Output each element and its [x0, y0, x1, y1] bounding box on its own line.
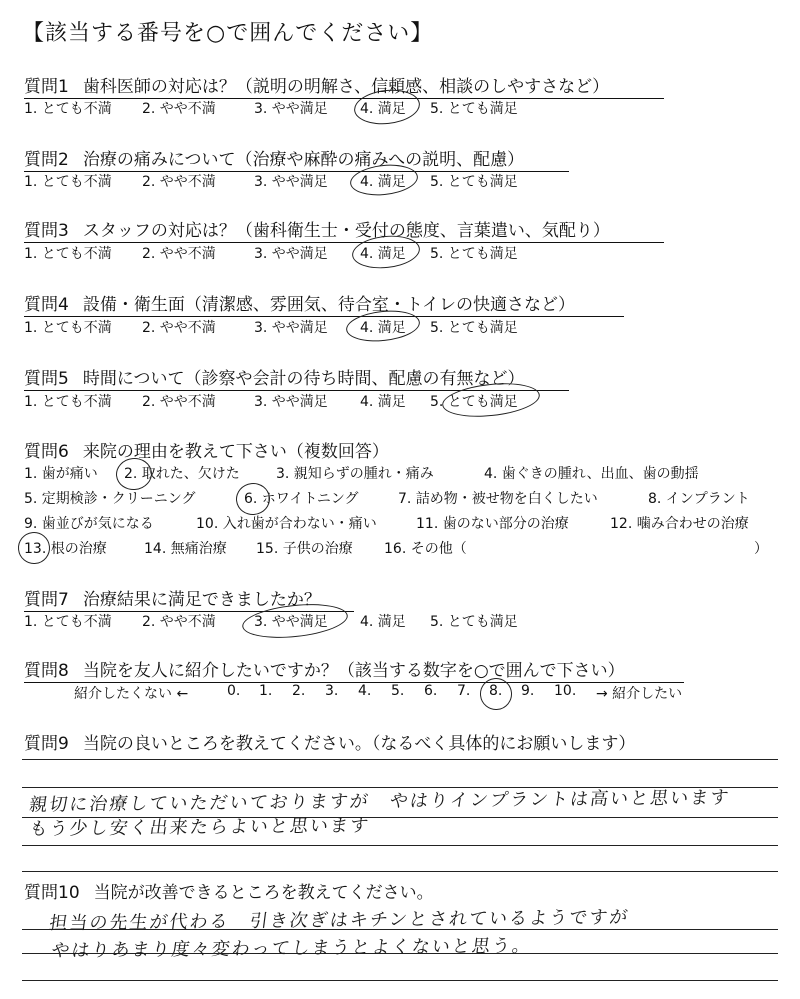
option-5[interactable]: 5. とても満足	[430, 246, 518, 262]
option-3[interactable]: 3. やや満足	[254, 101, 328, 117]
option-4[interactable]: 4. 満足	[360, 174, 406, 190]
option-12[interactable]: 12. 噛み合わせの治療	[610, 516, 749, 532]
answer-line	[22, 980, 778, 981]
question-6-number: 質問6	[24, 442, 69, 462]
option-1[interactable]: 1. とても不満	[24, 614, 112, 630]
question-6-row-3	[24, 513, 780, 533]
other-close-paren: ）	[754, 541, 768, 557]
option-10[interactable]: 10. 入れ歯が合わない・痛い	[196, 516, 377, 532]
option-5[interactable]: 5. とても満足	[430, 614, 518, 630]
scale-6[interactable]: 6.	[424, 683, 438, 699]
scale-0[interactable]: 0.	[227, 683, 241, 699]
question-3-number: 質問3	[24, 221, 69, 241]
question-4-text: 設備・衛生面（清潔感、雰囲気、待合室・トイレの快適さなど）	[82, 295, 575, 315]
question-4	[24, 290, 624, 317]
option-4[interactable]: 4. 満足	[360, 394, 406, 410]
question-7-text: 治療結果に満足できましたか？	[82, 590, 321, 610]
handwritten-answer-9-line-2[interactable]: もう少し安く出来たらよいと思います	[28, 815, 372, 840]
scale-10[interactable]: 10.	[554, 683, 577, 699]
option-14[interactable]: 14. 無痛治療	[144, 541, 227, 557]
handwritten-answer-10-line-1[interactable]: 担当の先生が代わる 引き次ぎはキチンとされているようですが	[48, 906, 631, 935]
option-1[interactable]: 1. とても不満	[24, 246, 112, 262]
option-2[interactable]: 2. やや不満	[142, 320, 216, 336]
option-1[interactable]: 1. 歯が痛い	[24, 466, 98, 482]
option-1[interactable]: 1. とても不満	[24, 174, 112, 190]
option-16[interactable]: 16. その他（	[384, 541, 467, 557]
scale-3[interactable]: 3.	[325, 683, 339, 699]
question-1	[24, 72, 664, 99]
question-9-number: 質問9	[24, 734, 69, 754]
option-1[interactable]: 1. とても不満	[24, 320, 112, 336]
question-8-text: 当院を友人に紹介したいですか？（該当する数字を○で囲んで下さい）	[82, 661, 625, 681]
question-6-row-2	[24, 488, 780, 508]
selection-circle	[16, 530, 51, 565]
question-2-options	[24, 171, 584, 191]
question-7-options	[24, 611, 584, 631]
option-1[interactable]: 1. とても不満	[24, 394, 112, 410]
option-4[interactable]: 4. 満足	[360, 101, 406, 117]
handwritten-answer-10-line-2[interactable]: やはりあまり度々変わってしまうとよくないと思う。	[50, 935, 534, 962]
scale-5[interactable]: 5.	[391, 683, 405, 699]
question-2-number: 質問2	[24, 150, 69, 170]
answer-line	[22, 871, 778, 872]
option-4[interactable]: 4. 歯ぐきの腫れ、出血、歯の動揺	[484, 466, 699, 482]
scale-8[interactable]: 8.	[489, 683, 503, 699]
option-2[interactable]: 2. やや不満	[142, 101, 216, 117]
question-8	[24, 656, 684, 683]
question-8-scale	[0, 683, 800, 703]
option-5[interactable]: 5. とても満足	[430, 394, 518, 410]
option-9[interactable]: 9. 歯並びが気になる	[24, 516, 154, 532]
question-10-number: 質問10	[24, 883, 80, 903]
option-5[interactable]: 5. とても満足	[430, 174, 518, 190]
option-5[interactable]: 5. とても満足	[430, 101, 518, 117]
question-9-text: 当院の良いところを教えてください。（なるべく具体的にお願いします）	[82, 734, 636, 754]
option-4[interactable]: 4. 満足	[360, 320, 406, 336]
answer-line	[22, 759, 778, 760]
question-10	[24, 878, 434, 904]
answer-line	[22, 845, 778, 846]
option-2[interactable]: 2. やや不満	[142, 246, 216, 262]
question-4-options	[24, 317, 584, 337]
question-5-options	[24, 391, 584, 411]
page-title: 【該当する番号を○で囲んでください】	[22, 21, 434, 46]
question-8-number: 質問8	[24, 661, 69, 681]
scale-left-label: 紹介したくない ←	[74, 686, 189, 702]
handwritten-answer-9-line-1[interactable]: 親切に治療していただいておりますが やはりインプラントは高いと思います	[27, 787, 732, 816]
question-3	[24, 216, 664, 243]
scale-9[interactable]: 9.	[521, 683, 535, 699]
option-3[interactable]: 3. やや満足	[254, 614, 328, 630]
question-1-number: 質問1	[24, 77, 69, 97]
option-5[interactable]: 5. 定期検診・クリーニング	[24, 491, 196, 507]
option-6[interactable]: 6. ホワイトニング	[244, 491, 359, 507]
question-6-text: 来院の理由を教えて下さい（複数回答）	[82, 442, 389, 462]
scale-right-label: → 紹介したい	[596, 686, 683, 702]
scale-7[interactable]: 7.	[457, 683, 471, 699]
question-1-options	[24, 98, 584, 118]
question-10-text: 当院が改善できるところを教えてください。	[93, 883, 434, 903]
question-5-number: 質問5	[24, 369, 69, 389]
option-2[interactable]: 2. やや不満	[142, 394, 216, 410]
option-5[interactable]: 5. とても満足	[430, 320, 518, 336]
option-13[interactable]: 13. 根の治療	[24, 541, 107, 557]
scale-1[interactable]: 1.	[259, 683, 273, 699]
option-7[interactable]: 7. 詰め物・被せ物を白くしたい	[398, 491, 598, 507]
option-4[interactable]: 4. 満足	[360, 246, 406, 262]
question-4-number: 質問4	[24, 295, 69, 315]
option-8[interactable]: 8. インプラント	[648, 491, 750, 507]
option-2[interactable]: 2. やや不満	[142, 174, 216, 190]
question-9	[24, 729, 635, 755]
option-3[interactable]: 3. 親知らずの腫れ・痛み	[276, 466, 434, 482]
question-3-text: スタッフの対応は？（歯科衛生士・受付の態度、言葉遣い、気配り）	[82, 221, 610, 241]
question-6	[24, 437, 389, 463]
scale-2[interactable]: 2.	[292, 683, 306, 699]
option-3[interactable]: 3. やや満足	[254, 394, 328, 410]
question-3-options	[24, 243, 584, 263]
option-3[interactable]: 3. やや満足	[254, 174, 328, 190]
option-2[interactable]: 2. 取れた、欠けた	[124, 466, 240, 482]
question-2-text: 治療の痛みについて（治療や麻酔の痛みへの説明、配慮）	[82, 150, 525, 170]
question-1-text: 歯科医師の対応は？（説明の明解さ、信頼感、相談のしやすさなど）	[82, 77, 610, 97]
option-1[interactable]: 1. とても不満	[24, 101, 112, 117]
option-3[interactable]: 3. やや満足	[254, 246, 328, 262]
question-6-row-4	[24, 538, 780, 558]
selection-circle	[234, 481, 271, 516]
option-4[interactable]: 4. 満足	[360, 614, 406, 630]
question-7-number: 質問7	[24, 590, 69, 610]
option-11[interactable]: 11. 歯のない部分の治療	[416, 516, 569, 532]
option-2[interactable]: 2. やや不満	[142, 614, 216, 630]
scale-4[interactable]: 4.	[358, 683, 372, 699]
question-6-row-1	[24, 463, 780, 483]
option-3[interactable]: 3. やや満足	[254, 320, 328, 336]
option-15[interactable]: 15. 子供の治療	[256, 541, 353, 557]
question-5-text: 時間について（診察や会計の待ち時間、配慮の有無など）	[82, 369, 525, 389]
question-2	[24, 145, 569, 172]
